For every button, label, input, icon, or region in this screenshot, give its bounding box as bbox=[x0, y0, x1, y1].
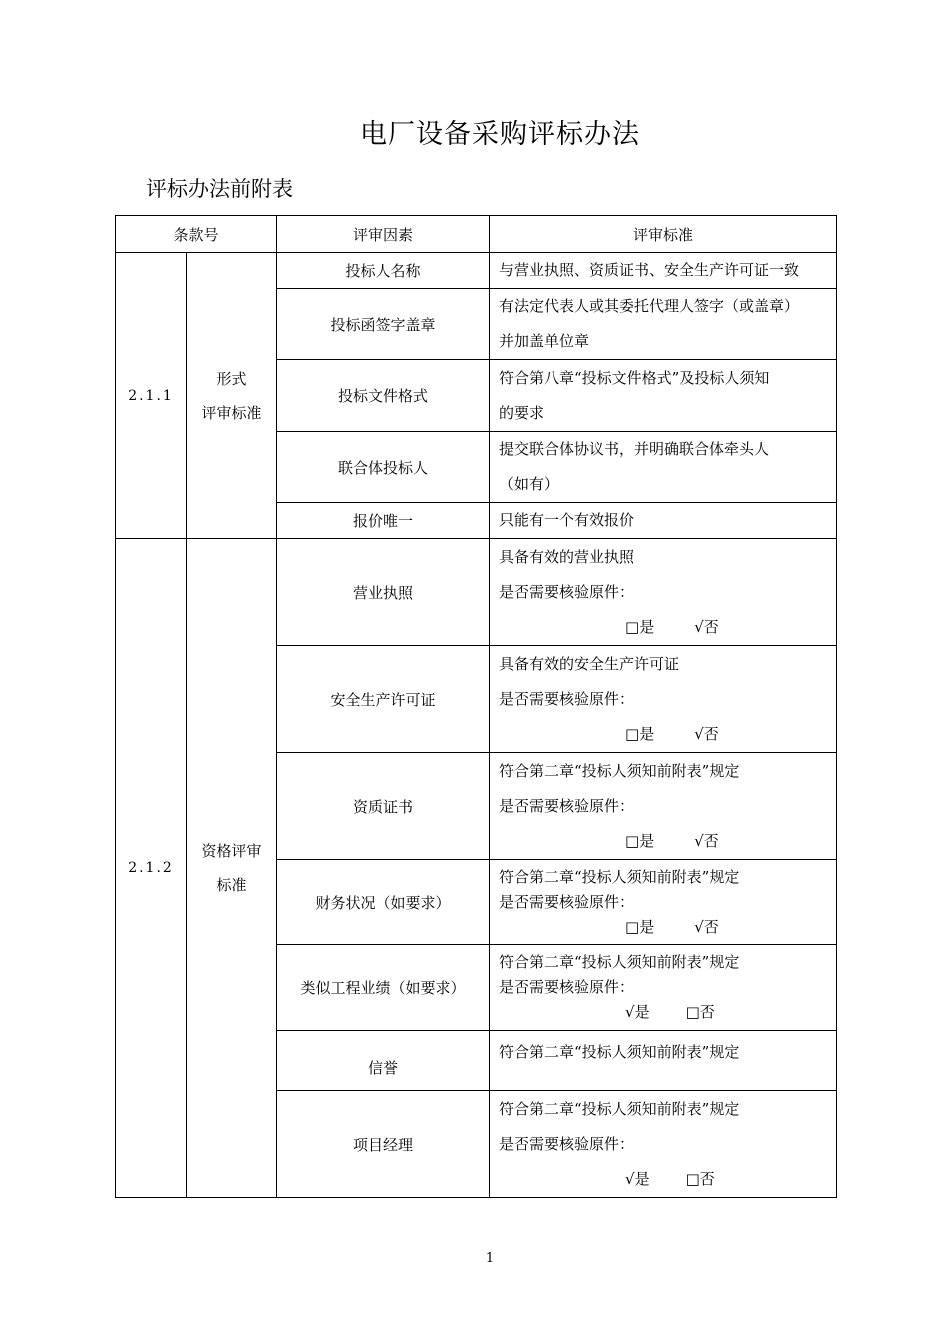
option-no: √否 bbox=[694, 617, 719, 636]
header-standard: 评审标准 bbox=[490, 216, 837, 253]
verify-options bbox=[499, 824, 836, 859]
standard-line: 符合第二章“投标人须知前附表”规定 bbox=[499, 953, 740, 971]
factor-cell: 联合体投标人 bbox=[277, 432, 490, 503]
verify-options bbox=[499, 610, 836, 645]
standard-line: 有法定代表人或其委托代理人签字（或盖章） bbox=[499, 297, 800, 315]
verify-label: 是否需要核验原件： bbox=[499, 689, 635, 708]
verify-options bbox=[499, 915, 836, 940]
factor-cell: 营业执照 bbox=[277, 539, 490, 646]
clause-number: 2.1.2 bbox=[116, 539, 187, 1198]
verify-options bbox=[499, 717, 836, 752]
header-row bbox=[116, 216, 837, 253]
standard-cell: 符合第二章“投标人须知前附表”规定 bbox=[490, 1031, 837, 1091]
factor-cell: 投标函签字盖章 bbox=[277, 289, 490, 360]
option-no: □否 bbox=[685, 1003, 715, 1021]
verify-label: 是否需要核验原件： bbox=[499, 978, 635, 996]
standard-cell bbox=[490, 539, 837, 646]
standard-cell bbox=[490, 860, 837, 945]
category-line: 形式 bbox=[216, 369, 247, 388]
header-factor: 评审因素 bbox=[277, 216, 490, 253]
page-number: 1 bbox=[485, 1251, 495, 1266]
header-clause: 条款号 bbox=[116, 216, 277, 253]
standard-cell bbox=[490, 753, 837, 860]
standard-line: （如有） bbox=[499, 475, 560, 493]
standard-cell bbox=[490, 1091, 837, 1198]
standard-line: 并加盖单位章 bbox=[499, 332, 590, 350]
factor-cell: 投标文件格式 bbox=[277, 360, 490, 432]
verify-options bbox=[499, 1000, 836, 1025]
standard-line: 符合第二章“投标人须知前附表”规定 bbox=[499, 761, 740, 780]
option-yes: √是 bbox=[625, 1169, 650, 1188]
standard-cell bbox=[490, 646, 837, 753]
clause-category bbox=[187, 253, 277, 539]
category-line: 评审标准 bbox=[201, 403, 262, 422]
table-row bbox=[116, 253, 837, 289]
factor-cell: 信誉 bbox=[277, 1031, 490, 1091]
clause-number: 2.1.1 bbox=[116, 253, 187, 539]
standard-line: 符合第八章“投标文件格式”及投标人须知 bbox=[499, 368, 770, 387]
category-line: 标准 bbox=[216, 876, 247, 894]
standard-line: 具备有效的营业执照 bbox=[499, 547, 635, 566]
option-yes: □是 bbox=[625, 831, 655, 850]
standard-line: 符合第二章“投标人须知前附表”规定 bbox=[499, 1099, 740, 1118]
standard-cell bbox=[490, 945, 837, 1031]
standard-cell: 与营业执照、资质证书、安全生产许可证一致 bbox=[490, 253, 837, 289]
factor-cell: 类似工程业绩（如要求） bbox=[277, 945, 490, 1031]
table-row bbox=[116, 539, 837, 646]
option-yes: √是 bbox=[625, 1003, 650, 1021]
option-yes: □是 bbox=[625, 724, 655, 743]
option-no: √否 bbox=[694, 724, 719, 743]
option-yes: □是 bbox=[625, 617, 655, 636]
evaluation-table bbox=[115, 215, 837, 1198]
option-no: √否 bbox=[694, 831, 719, 850]
option-yes: □是 bbox=[625, 917, 655, 936]
standard-cell bbox=[490, 360, 837, 432]
option-no: □否 bbox=[685, 1169, 715, 1188]
factor-cell: 安全生产许可证 bbox=[277, 646, 490, 753]
standard-line: 具备有效的安全生产许可证 bbox=[499, 654, 680, 673]
factor-cell: 财务状况（如要求） bbox=[277, 860, 490, 945]
verify-label: 是否需要核验原件： bbox=[499, 796, 635, 815]
factor-cell: 资质证书 bbox=[277, 753, 490, 860]
standard-line: 提交联合体协议书，并明确联合体牵头人 bbox=[499, 440, 770, 458]
factor-cell: 投标人名称 bbox=[277, 253, 490, 289]
clause-category bbox=[187, 539, 277, 1198]
document-title: 电厂设备采购评标办法 bbox=[360, 119, 640, 150]
verify-label: 是否需要核验原件： bbox=[499, 582, 635, 601]
standard-cell bbox=[490, 289, 837, 360]
verify-label: 是否需要核验原件： bbox=[499, 892, 635, 911]
category-line: 资格评审 bbox=[201, 842, 262, 860]
factor-cell: 项目经理 bbox=[277, 1091, 490, 1198]
factor-cell: 报价唯一 bbox=[277, 503, 490, 539]
verify-options bbox=[499, 1162, 836, 1197]
standard-line: 的要求 bbox=[499, 403, 545, 422]
standard-line: 符合第二章“投标人须知前附表”规定 bbox=[499, 867, 740, 886]
verify-label: 是否需要核验原件： bbox=[499, 1134, 635, 1153]
table-caption: 评标办法前附表 bbox=[146, 177, 293, 201]
option-no: √否 bbox=[694, 917, 719, 936]
standard-cell bbox=[490, 432, 837, 503]
standard-cell: 只能有一个有效报价 bbox=[490, 503, 837, 539]
